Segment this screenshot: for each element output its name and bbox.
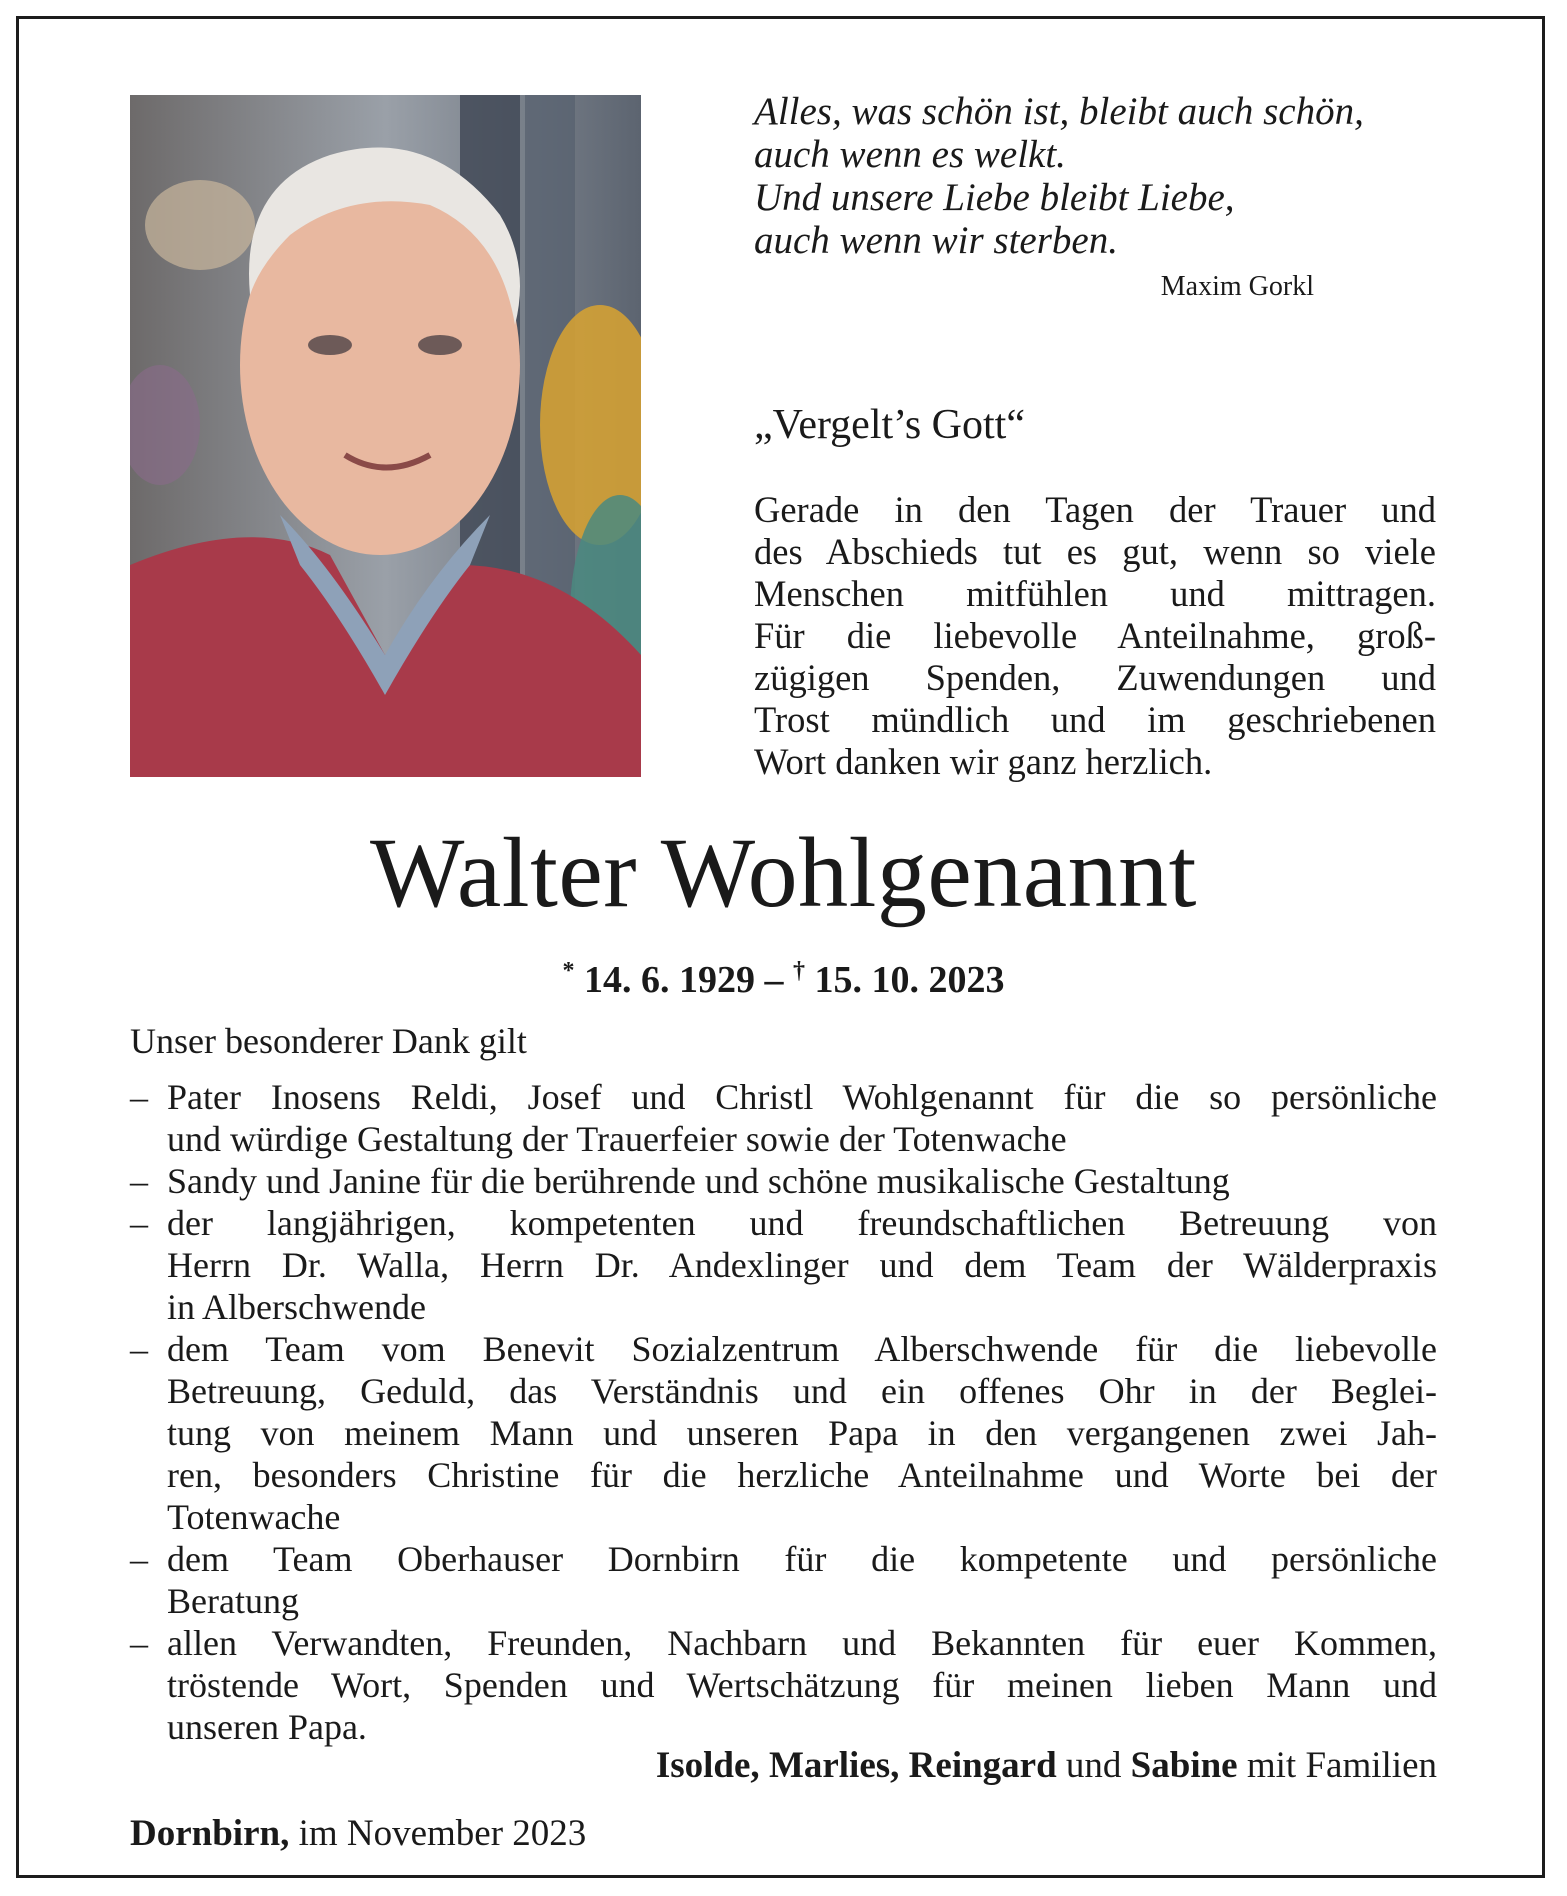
dank-line: Herrn Dr. Walla, Herrn Dr. Andexlinger und dem Team der Wälderpraxis [167,1245,1437,1285]
dank-line: Pater Inosens Reldi, Josef und Christl Wohlgenannt für die so persönliche [167,1077,1437,1117]
birth-symbol: * [562,958,575,984]
dank-line: dem Team vom Benevit Sozialzentrum Alberschwende für die liebevolle [167,1329,1437,1369]
dank-list-item [130,1328,1437,1538]
dank-list-item [130,1538,1437,1622]
death-symbol: † [793,958,805,984]
signature-name: Reingard [908,1745,1057,1786]
dank-line: tröstende Wort, Spenden und Wertschätzung für meinen lieben Mann und [167,1665,1437,1705]
dank-intro: Unser besonderer Dank gilt [130,1021,527,1061]
signature-name: Isolde, [655,1745,760,1786]
list-dash: – [130,1539,148,1579]
quote-author: Maxim Gorkl [1160,271,1314,302]
date-dash: – [764,959,784,1001]
place-date [130,1813,586,1855]
dank-line: der langjährigen, kompetenten und freundschaftlichen Betreuung von [167,1203,1437,1243]
dank-line: unseren Papa. [167,1707,367,1747]
death-date: 15. 10. 2023 [814,959,1005,1001]
thanks-line: Menschen mitfühlen und mittragen. [754,573,1436,614]
poem-quote [754,90,1454,262]
dank-line: Totenwache [167,1497,341,1537]
dank-line: Betreuung, Geduld, das Verständnis und ein offenes Ohr in der Beglei- [167,1371,1437,1411]
signature-suffix: mit Familien [1246,1745,1437,1786]
deceased-name: Walter Wohlgenannt [370,817,1197,928]
list-dash: – [130,1203,148,1243]
birth-date: 14. 6. 1929 [584,959,755,1001]
dank-list-item [130,1076,1437,1160]
thanks-line: Gerade in den Tagen der Trauer und [754,489,1436,530]
dank-list-item [130,1622,1437,1748]
list-dash: – [130,1077,148,1117]
dank-list-item [130,1202,1437,1328]
portrait-illustration [130,95,641,777]
dank-line: tung von meinem Mann und unseren Papa in den vergangenen zwei Jah- [167,1413,1437,1453]
quote-line: auch wenn es welkt. [754,133,1066,176]
quote-line: Und unsere Liebe bleibt Liebe, [754,176,1235,219]
thanks-line: zügigen Spenden, Zuwendungen und [754,657,1436,698]
place-city: Dornbirn, [130,1813,290,1854]
thanks-title: „Vergelt’s Gott“ [754,402,1025,448]
dank-line: dem Team Oberhauser Dornbirn für die kompetente und persönliche [167,1539,1437,1579]
signature-and: und [1065,1745,1122,1786]
dank-list-item [130,1160,1437,1202]
dank-list [130,1076,1437,1748]
signature-name: Sabine [1130,1745,1238,1786]
life-dates [0,948,1567,1003]
thanks-line: Trost mündlich und im geschriebenen [754,699,1436,740]
place-date-text: im November 2023 [298,1813,587,1854]
thanks-line: Für die liebevolle Anteilnahme, groß- [754,615,1436,656]
quote-line: auch wenn wir sterben. [754,219,1118,262]
quote-line: Alles, was schön ist, bleibt auch schön, [754,90,1364,133]
thanks-paragraph [754,489,1436,783]
signature [130,1745,1437,1787]
list-dash: – [130,1329,148,1369]
dank-line: allen Verwandten, Freunden, Nachbarn und Bekannten für euer Kommen, [167,1623,1437,1663]
dank-line: in Alberschwende [167,1287,426,1327]
dank-line: ren, besonders Christine für die herzliche Anteilnahme und Worte bei der [167,1455,1437,1495]
dank-line: Beratung [167,1581,299,1621]
thanks-line: Wort danken wir ganz herzlich. [754,741,1213,782]
signature-name: Marlies, [768,1745,900,1786]
list-dash: – [130,1623,148,1663]
portrait-photo [130,95,641,777]
list-dash: – [130,1161,148,1201]
thanks-line: des Abschieds tut es gut, wenn so viele [754,531,1436,572]
dank-line: und würdige Gestaltung der Trauerfeier sowie der Totenwache [167,1119,1067,1159]
dank-line: Sandy und Janine für die berührende und schöne musikalische Gestaltung [167,1161,1230,1201]
